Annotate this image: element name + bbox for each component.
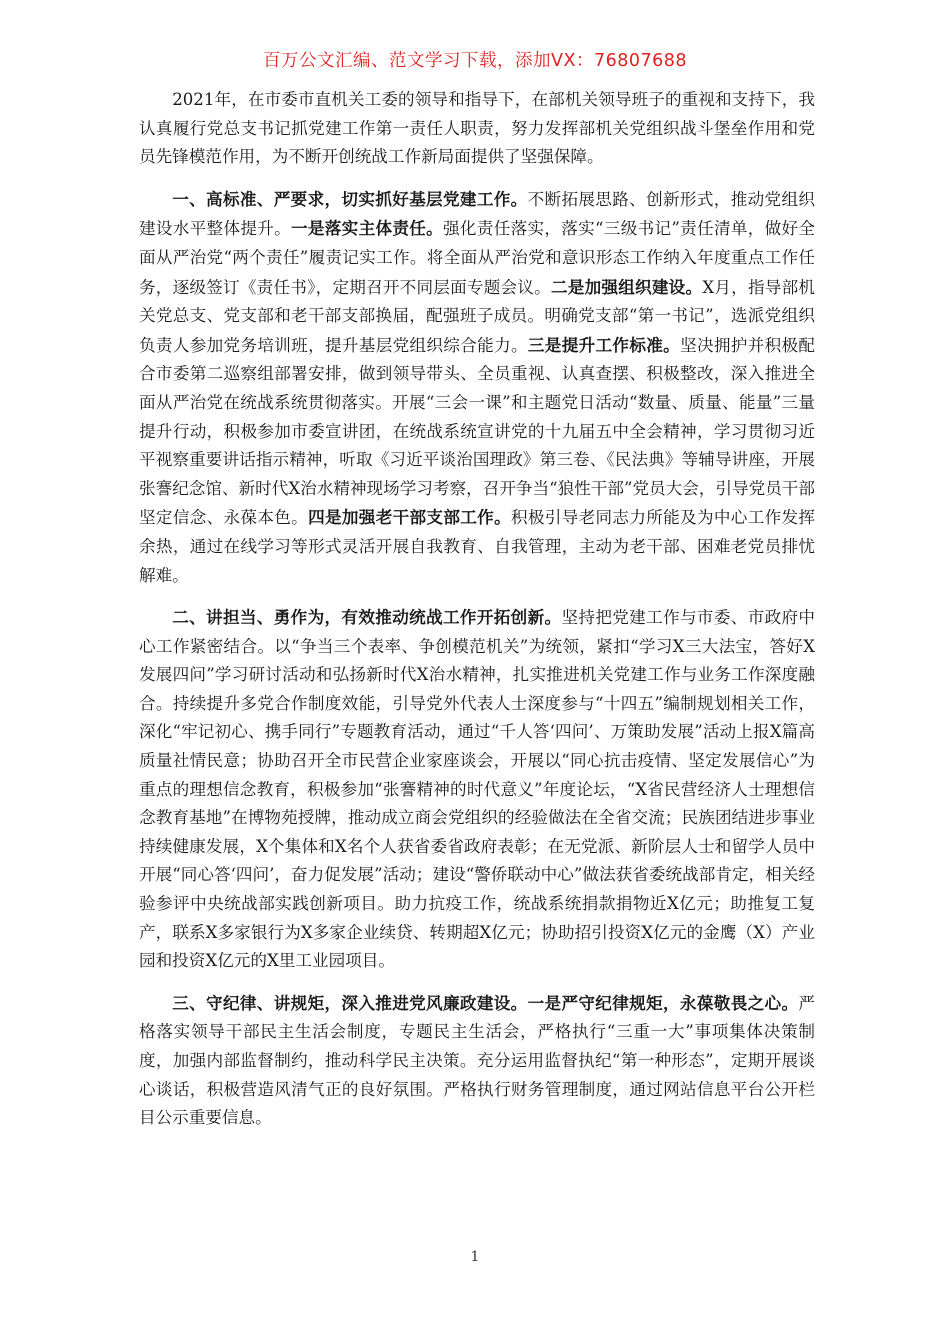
section-1-text-4: 坚决拥护并积极配合市委第二巡察组部署安排，做到领导带头、全员重视、认真查摆、积极整改，深入推进全面从严治党在统战系统贯彻落实。开展“三会一课”和主题党日活动“数量、质量、能量”三量提升行动，积极参加市委宣讲团，在统战系统宣讲党的十九届五中全会精神，学习贯彻习近平视察重要讲话指示精神，听取《习近平谈治国理政》第三卷、《民法典》等辅导讲座，开展张謇纪念馆、新时代X治水精神现场学习考察，召开争当“狼性干部”党员大会，引导党员干部坚定信念、永葆本色。	[139, 335, 816, 528]
section-3-paragraph	[139, 989, 815, 1133]
section-1-point-3: 三是提升工作标准。	[527, 334, 681, 355]
section-3-point-1: 一是严守纪律规矩，永葆敬畏之心。	[527, 992, 799, 1013]
section-1-text-3: X月，指导部机关党总支、党支部和老干部支部换届，配强班子成员。明确党支部“第一书记”，选派党组织负责人参加党务培训班，提升基层党组织综合能力。	[139, 277, 815, 355]
section-1-point-4: 四是加强老干部支部工作。	[308, 507, 511, 528]
section-1-heading: 一、高标准、严要求，切实抓好基层党建工作。	[172, 188, 528, 209]
section-2-paragraph	[139, 603, 815, 976]
section-1-text-2: 强化责任落实，落实“三级书记”责任清单，做好全面从严治党“两个责任”履责记实工作。将全面从严治党和意识形态工作纳入年度重点工作任务，逐级签订《责任书》，定期召开不同层面专题会议。	[139, 219, 815, 297]
section-1-point-1: 一是落实主体责任。	[291, 218, 444, 239]
section-1-paragraph	[139, 185, 815, 590]
section-1-text-5: 积极引导老同志力所能及为中心工作发挥余热，通过在线学习等形式灵活开展自我教育、自我管理，主动为老干部、困难老党员排忧解难。	[139, 508, 816, 585]
section-1-text-1: 不断拓展思路、创新形式，推动党组织建设水平整体提升。	[139, 189, 815, 239]
page-number: 1	[470, 1249, 480, 1265]
intro-text: 2021年，在市委市直机关工委的领导和指导下，在部机关领导班子的重视和支持下，我认真履行党总支书记抓党建工作第一责任人职责，努力发挥部机关党组织战斗堡垒作用和党员先锋模范作用，为不断开创统战工作新局面提供了坚强保障。	[139, 90, 815, 167]
section-1-point-2: 二是加强组织建设。	[551, 276, 703, 297]
section-2-text-1: 坚持把党建工作与市委、市政府中心工作紧密结合。以“争当三个表率、争创模范机关”为统领，紧扣“学习X三大法宝，答好X发展四问”学习研讨活动和弘扬新时代X治水精神，扎实推进机关党建工作与业务工作深度融合。持续提升多党合作制度效能，引导党外代表人士深度参与“十四五”编制规划相关工作，深化“牢记初心、携手同行”专题教育活动，通过“千人答‘四问’、万策助发展”活动上报X篇高质量社情民意；协助召开全市民营企业家座谈会，开展以“同心抗击疫情、坚定发展信心”为重点的理想信念教育，积极参加“张謇精神的时代意义”年度论坛，“X省民营经济人士理想信念教育基地”在博物苑授牌，推动成立商会党组织的经验做法在全省交流；民族团结进步事业持续健康发展，X个集体和X名个人获省委省政府表彰；在无党派、新阶层人士和留学人员中开展“同心答‘四问’，奋力促发展”活动；建设“警侨联动中心”做法获省委统战部肯定，相关经验参评中央统战部实践创新项目。助力抗疫工作，统战系统捐款捐物近X亿元；助推复工复产，联系X多家银行为X多家企业续贷、转期超X亿元；协助招引投资X亿元的金鹰（X）产业园和投资X亿元的X里工业园项目。	[139, 608, 816, 971]
section-3-heading: 三、守纪律、讲规矩，深入推进党风廉政建设。	[172, 992, 528, 1013]
section-3-text-1: 严格落实领导干部民主生活会制度，专题民主生活会，严格执行“三重一大”事项集体决策制度，加强内部监督制约，推动科学民主决策。充分运用监督执纪“第一种形态”，定期开展谈心谈话，积极营造风清气正的良好氛围。严格执行财务管理制度，通过网站信息平台公开栏目公示重要信息。	[139, 993, 815, 1128]
header-watermark: 百万公文汇编、范文学习下载，添加VX：76807688	[262, 51, 688, 71]
section-2-heading: 二、讲担当、勇作为，有效推动统战工作开拓创新。	[172, 607, 562, 628]
document-body	[139, 86, 815, 1146]
intro-paragraph	[139, 86, 815, 172]
